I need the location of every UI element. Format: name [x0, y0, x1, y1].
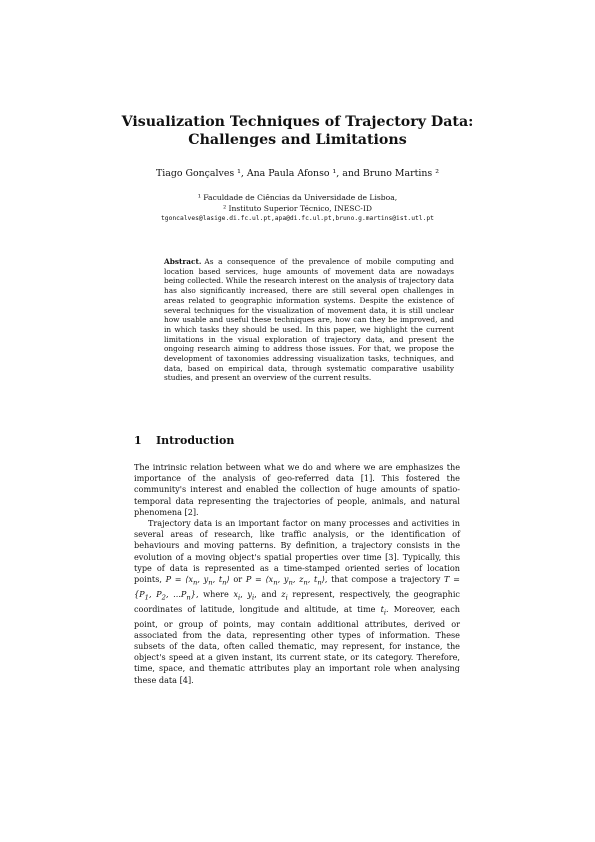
paragraph-2-text-a: Trajectory data is an important factor on many processes and activities in several areas of research, like traffic analysis, or the identification of behaviours and moving patterns. By definition, a trajectory consists in the evolution of a moving object's spatial properties over time [3]. Typically, this type of data is represented as a time-stamped oriented series of location points, [134, 518, 460, 585]
paragraph-2-or: or [233, 574, 243, 585]
formula-part: , ...P [165, 588, 187, 599]
formula-part: , P [148, 588, 162, 599]
introduction-body [134, 462, 460, 686]
formula-part: , y [277, 574, 289, 585]
affiliation-2: ² Instituto Superior Técnico, INESC-ID [223, 203, 372, 213]
author-list: Tiago Gonçalves ¹, Ana Paula Afonso ¹, and Bruno Martins ² [156, 168, 439, 179]
paragraph-2-text-b: , that compose a trajectory [324, 574, 441, 585]
formula-sub: n [288, 578, 293, 587]
formula-part: ⟩ [226, 574, 230, 585]
abstract-label: Abstract. [164, 257, 202, 266]
formula-part: , z [292, 574, 304, 585]
formula-part: P = ⟨x [165, 574, 194, 585]
var-letter: z [281, 588, 286, 599]
author-emails: tgoncalves@lasige.di.fc.ul.pt,apa@di.fc.ul.pt,bruno.g.martins@ist.utl.pt [161, 215, 434, 222]
var-sub: i [252, 593, 255, 602]
section-number: 1 [134, 434, 142, 447]
affiliation-1: ¹ Faculdade de Ciências da Universidade de Lisboa, [197, 193, 398, 202]
formula-part: T = {P [134, 574, 460, 599]
formula-sub: n [193, 578, 198, 587]
title-line-1: Visualization Techniques of Trajectory Data: [121, 114, 474, 130]
formula-sub: 1 [144, 593, 149, 602]
var-letter: t [380, 603, 384, 614]
formula-part: ⟩ [321, 574, 325, 585]
affiliations [80, 193, 515, 214]
formula-part: P = ⟨x [245, 574, 274, 585]
paragraph-2-text-d: represent, respectively, the geographic coordinates of latitude, longitude and altitude, at time [134, 588, 460, 614]
var-z [281, 588, 288, 602]
var-sub: i [383, 608, 387, 617]
formula-point-3d [165, 574, 230, 587]
formula-sub: n [186, 593, 191, 602]
title-line-2: Challenges and Limitations [188, 132, 407, 148]
paragraph-2: Trajectory data is an important factor on many processes and activities in several areas of research, like traffic analysis, or the identification of behaviours and moving patterns. By definition, a trajectory consists in the evolution of a moving object's spatial properties over time [3]. Typically, this type of data is represented as a time-stamped oriented series of location points, $P = ⟨x_n$, $y_n$, $t_n⟩$ or $P = ⟨x_n$, $y_n$, $z_n$, $t_n⟩$, that compose a trajectory $T = \{P_1$, $P_2$, $...P_n$}, where $x_i$, $y_i$, and $z_i$ represent, respectively, the geographic coordinates of latitude, longitude and altitude, at time $t_i$. Moreover, each point, or group of points, may contain additional attributes, derived or associated from the data, representing other types of information. These subsets of the data, often called thematic, may represent, for instance, the object's speed at a given instant, its current state, or its category. Therefore, time, space, and thematic attributes play an important role when analysing these data [4]. [134, 518, 460, 685]
var-sub: i [238, 593, 241, 602]
abstract [164, 257, 454, 383]
formula-part: , y [197, 574, 209, 585]
paragraph-2-where: , where [195, 588, 229, 599]
section-heading-introduction [134, 434, 464, 448]
paragraph-1: The intrinsic relation between what we do and where we are emphasizes the importance of the analysis of geo-referred data [1]. This fostered the community's interest and enabled the collection of huge amounts of spatio-temporal data representing the trajectories of people, animals, and natural phenomena [2]. [134, 462, 460, 517]
var-letter: y [247, 588, 253, 599]
var-sub: i [285, 593, 288, 602]
formula-part: , t [212, 574, 223, 585]
formula-part: , t [307, 574, 318, 585]
formula-sub: n [208, 578, 213, 587]
formula-sub: n [317, 578, 322, 587]
formula-sub: 2 [161, 593, 166, 602]
formula-part: } [190, 588, 196, 599]
paper-title [100, 113, 495, 149]
paragraph-2-text-e: . Moreover, each point, or group of points, may contain additional attributes, derived or associated from the data, representing other types of information. These subsets of the data, often called thematic, may represent, for instance, the object's speed at a given instant, its current state, or its category. Therefore, time, space, and thematic attributes play an important role when analysing these data [4]. [134, 603, 460, 685]
formula-sub: n [273, 578, 278, 587]
section-title: Introduction [156, 434, 235, 447]
formula-sub: n [222, 578, 227, 587]
abstract-text: As a consequence of the prevalence of mobile computing and location based services, huge amounts of movement data are nowadays being collected. While the research interest on the analysis of trajectory data has also significantly increased, there are still several open challenges in areas related to geographic information systems. Despite the existence of several techniques for the visualization of movement data, it is still unclear how usable and useful these techniques are, how can they be improved, and in which tasks they should be used. In this paper, we highlight the current limitations in the visual exploration of trajectory data, and present the ongoing research aiming to address those issues. For that, we propose the development of taxonomies addressing visualization tasks, techniques, and data, based on empirical data, through systematic comparative usability studies, and present an overview of the current results. [164, 257, 454, 383]
formula-point-4d [245, 574, 325, 587]
var-x [233, 588, 241, 602]
var-letter: x [233, 588, 239, 599]
paragraph-2-and: , and [254, 588, 277, 599]
formula-sub: n [303, 578, 308, 587]
